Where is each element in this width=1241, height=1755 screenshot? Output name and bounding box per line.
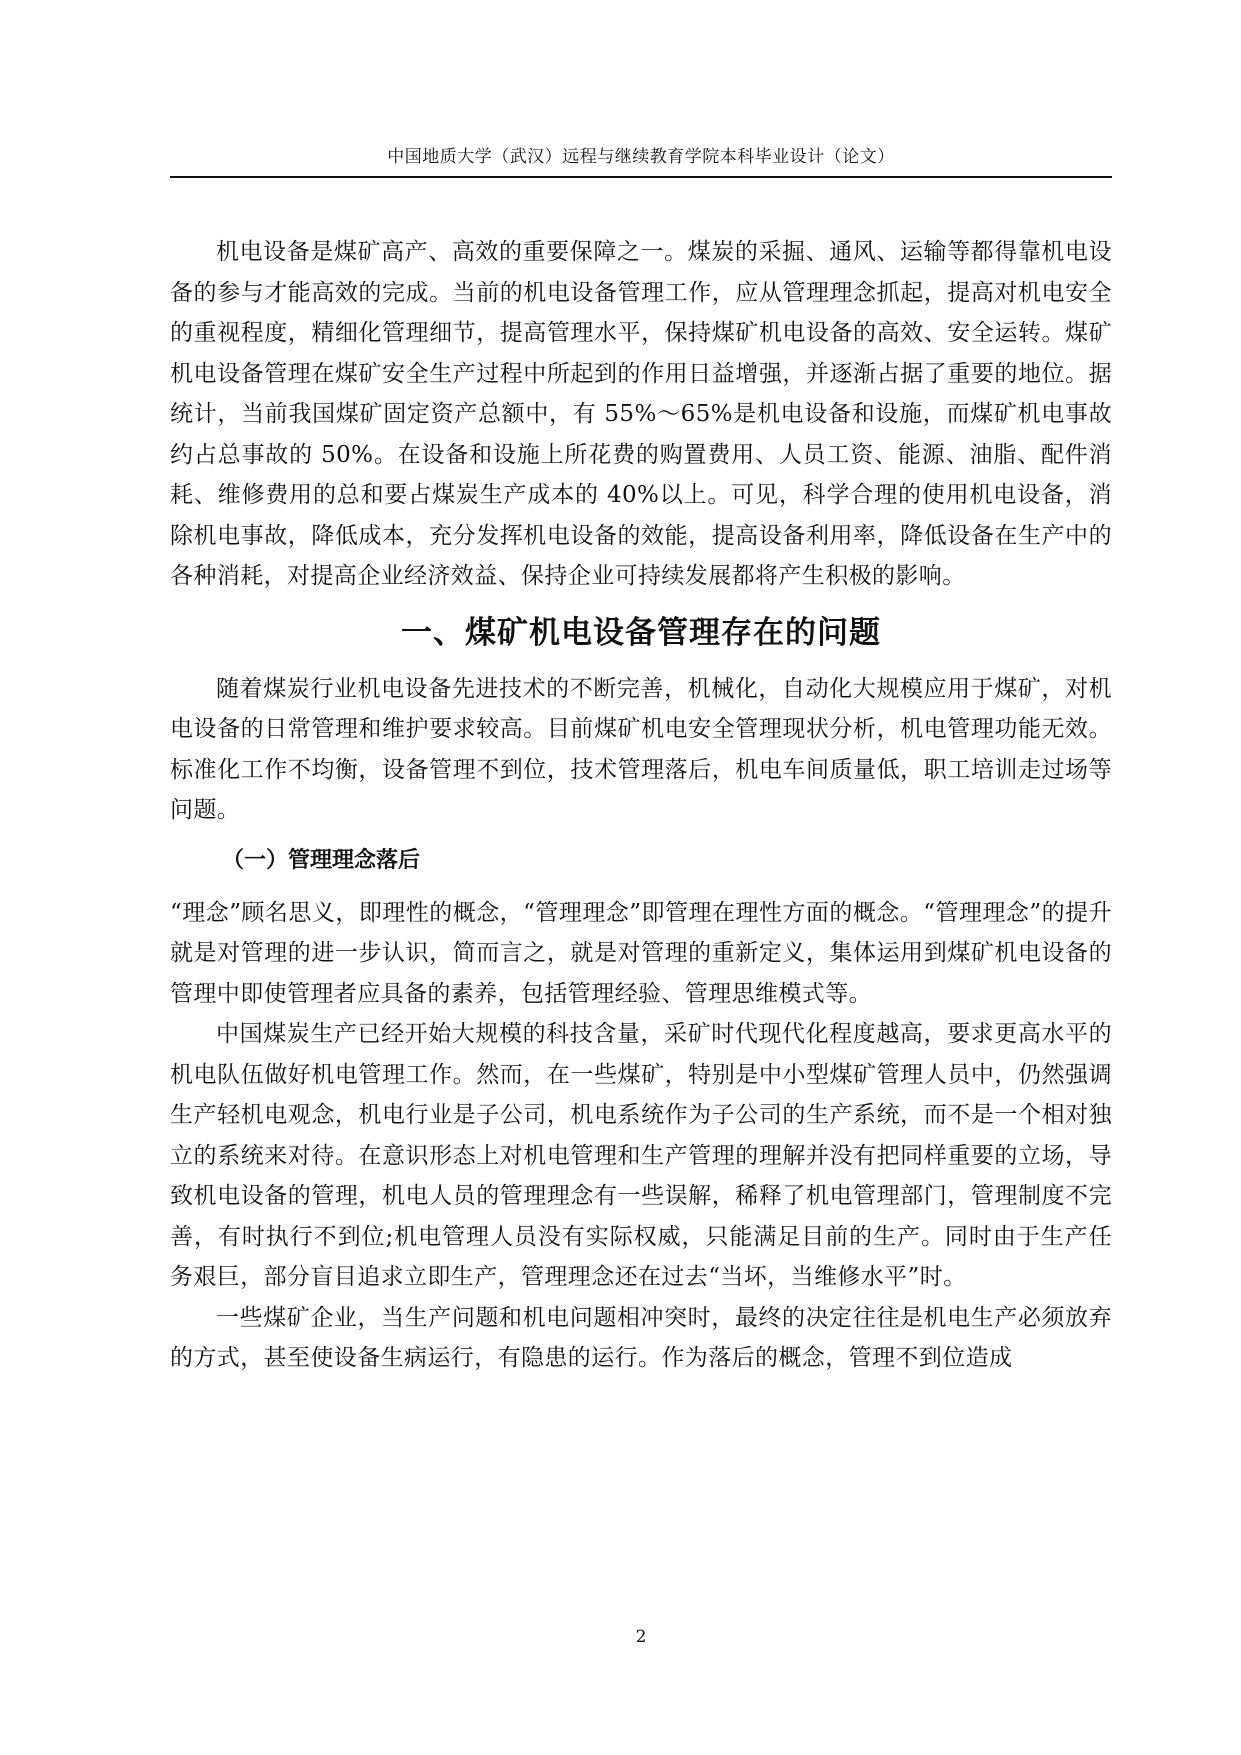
subsection-paragraph-1: “理念”顾名思义，即理性的概念，“管理理念”即管理在理性方面的概念。“管理理念”的提升就是对管理的进一步认识，简而言之，就是对管理的重新定义，集体运用到煤矿机电设备的管理中即使管理者应具备的素养，包括管理经验、管理思维模式等。 [170,899,1112,1007]
running-header: 中国地质大学（武汉）远程与继续教育学院本科毕业设计（论文） [387,147,895,167]
subsection-paragraph-2: 中国煤炭生产已经开始大规模的科技含量，采矿时代现代化程度越高，要求更高水平的机电队伍做好机电管理工作。然而，在一些煤矿，特别是中小型煤矿管理人员中，仍然强调生产轻机电观念，机电行业是子公司，机电系统作为子公司的生产系统，而不是一个相对独立的系统来对待。在意识形态上对机电管理和生产管理的理解并没有把同样重要的立场，导致机电设备的管理，机电人员的管理理念有一些误解，稀释了机电管理部门，管理制度不完善，有时执行不到位;机电管理人员没有实际权威，只能满足目前的生产。同时由于生产任务艰巨，部分盲目追求立即生产，管理理念还在过去“当坏，当维修水平”时。 [170,1021,1112,1290]
page-number: 2 [635,1627,647,1647]
section-paragraph: 随着煤炭行业机电设备先进技术的不断完善，机械化，自动化大规模应用于煤矿，对机电设备的日常管理和维护要求较高。目前煤矿机电安全管理现状分析，机电管理功能无效。标准化工作不均衡，设备管理不到位，技术管理落后，机电车间质量低，职工培训走过场等问题。 [170,675,1112,823]
subsection-heading: （一）管理理念落后 [222,847,421,873]
body-text [170,232,1112,1379]
header-divider [170,176,1112,178]
intro-paragraph: 机电设备是煤矿高产、高效的重要保障之一。煤炭的采掘、通风、运输等都得靠机电设备的参与才能高效的完成。当前的机电设备管理工作，应从管理理念抓起，提高对机电安全的重视程度，精细化管理细节，提高管理水平，保持煤矿机电设备的高效、安全运转。煤矿机电设备管理在煤矿安全生产过程中所起到的作用日益增强，并逐渐占据了重要的地位。据统计，当前我国煤矿固定资产总额中，有 55%～65%是机电设备和设施，而煤矿机电事故约占总事故的 50%。在设备和设施上所花费的购置费用、人员工资、能源、油脂、配件消耗、维修费用的总和要占煤炭生产成本的 40%以上。可见，科学合理的使用机电设备，消除机电事故，降低成本，充分发挥机电设备的效能，提高设备利用率，降低设备在生产中的各种消耗，对提高企业经济效益、保持企业可持续发展都将产生积极的影响。 [170,239,1112,589]
section-heading: 一、煤矿机电设备管理存在的问题 [401,614,881,651]
subsection-paragraph-3: 一些煤矿企业，当生产问题和机电问题相冲突时，最终的决定往往是机电生产必须放弃的方式，甚至使设备生病运行，有隐患的运行。作为落后的概念，管理不到位造成 [170,1304,1112,1371]
